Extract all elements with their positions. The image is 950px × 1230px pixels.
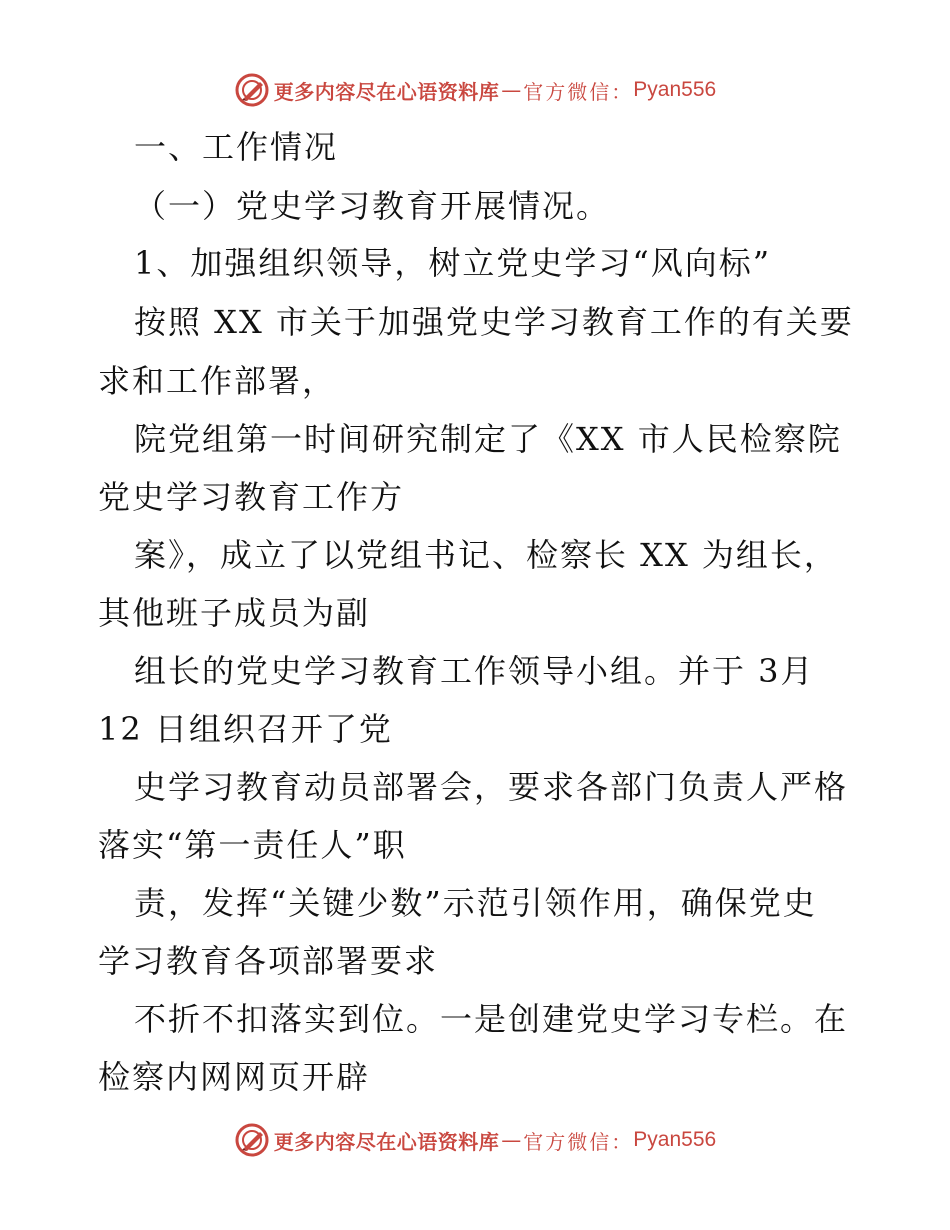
banner-wechat-id: Pyan556	[633, 1128, 717, 1151]
banner-dash: —	[501, 78, 522, 102]
header-watermark	[0, 68, 950, 112]
footer-watermark	[0, 1118, 950, 1162]
pen-logo-icon	[234, 1122, 270, 1158]
subsection-heading: （一）党史学习教育开展情况。	[134, 187, 611, 225]
paragraph-line: 党史学习教育工作方	[98, 478, 405, 516]
section-heading: 一、工作情况	[134, 128, 339, 166]
paragraph-line: 不折不扣落实到位。一是创建党史学习专栏。在	[134, 1000, 849, 1038]
paragraph-line: 学习教育各项部署要求	[98, 942, 439, 980]
banner-official-label: 官方微信：	[523, 1129, 634, 1154]
paragraph-line: 案》，成立了以党组书记、检察长 XX 为组长，	[134, 536, 838, 574]
paragraph-line: 按照 XX 市关于加强党史学习教育工作的有关要	[134, 303, 854, 341]
paragraph-line: 院党组第一时间研究制定了《XX 市人民检察院	[134, 420, 842, 458]
banner-official-label: 官方微信：	[523, 79, 634, 104]
paragraph-line: 史学习教育动员部署会，要求各部门负责人严格	[134, 768, 849, 806]
banner-wechat-id: Pyan556	[633, 78, 717, 101]
paragraph-line: 组长的党史学习教育工作领导小组。并于 3月	[134, 652, 815, 690]
banner-main-text: 更多内容尽在心语资料库	[273, 79, 500, 104]
paragraph-line: 求和工作部署，	[98, 362, 337, 400]
paragraph-line: 落实“第一责任人”职	[98, 826, 407, 864]
paragraph-line: 检察内网网页开辟	[98, 1058, 371, 1096]
banner-main-text: 更多内容尽在心语资料库	[273, 1129, 500, 1154]
pen-logo-icon	[234, 72, 270, 108]
paragraph-line: 12 日组织召开了党	[98, 710, 393, 748]
banner-dash: —	[501, 1128, 522, 1152]
paragraph-line: 责，发挥“关键少数”示范引领作用，确保党史	[134, 884, 817, 922]
item-heading: 1、加强组织领导，树立党史学习“风向标”	[134, 244, 772, 282]
paragraph-line: 其他班子成员为副	[98, 594, 371, 632]
